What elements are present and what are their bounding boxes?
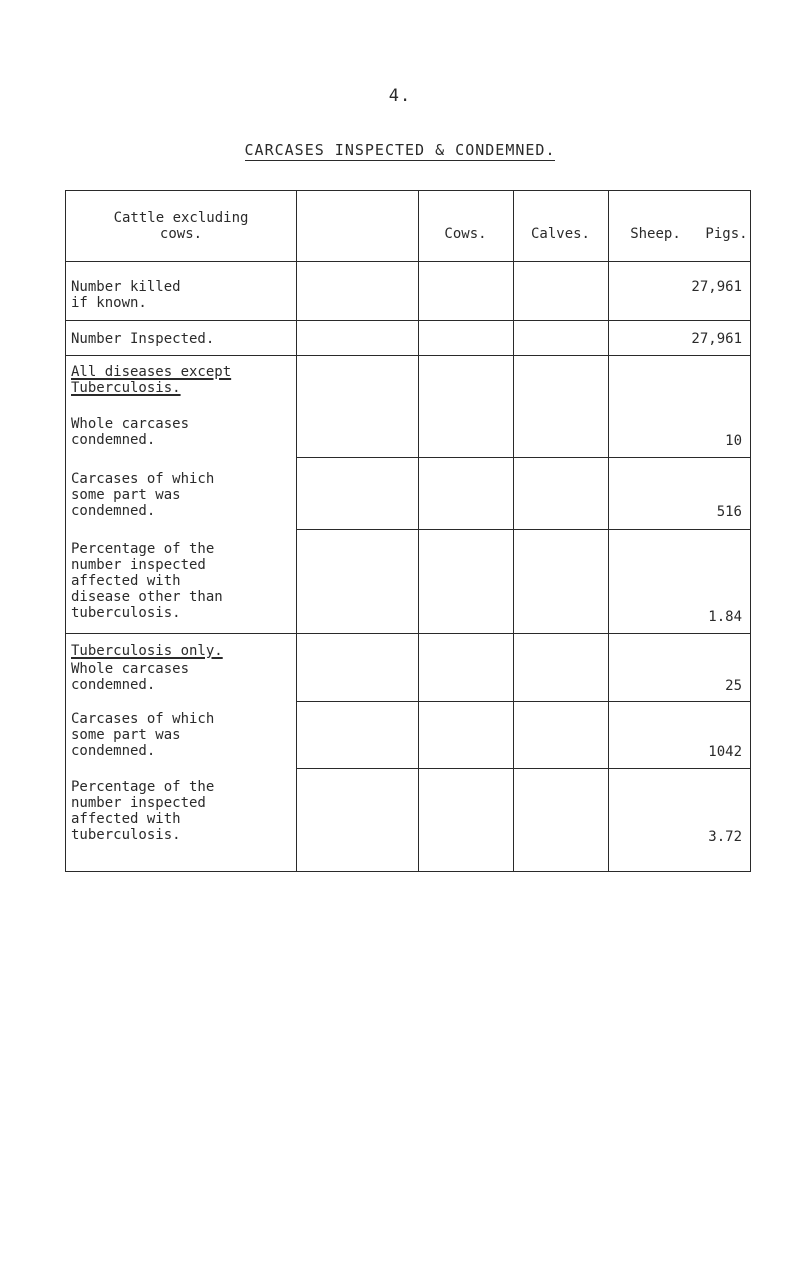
rule-col-sheep — [608, 191, 609, 871]
rule-all-part-bottom — [296, 529, 750, 530]
header-calves: Calves. — [530, 226, 590, 242]
rule-all-section-bottom — [66, 633, 750, 634]
document-title — [0, 141, 800, 159]
rule-tb-part-bottom — [296, 768, 750, 769]
carcases-table — [65, 190, 751, 872]
label-all-percentage: Percentage of the number inspected affected with disease other than tuberculosis. — [71, 541, 223, 621]
header-sheep: Sheep. — [630, 226, 681, 242]
value-all-pct-pigs: 1.84 — [708, 609, 742, 625]
rule-inspected-bottom — [66, 355, 750, 356]
value-inspected-pigs: 27,961 — [691, 331, 742, 347]
label-tb-whole: Whole carcases condemned. — [71, 661, 190, 693]
rule-header-bottom — [66, 261, 750, 262]
header-cows: Cows. — [444, 226, 487, 242]
label-tb-percentage: Percentage of the number inspected affected with tuberculosis. — [71, 779, 215, 843]
header-cattle: Cattle excluding cows. — [113, 210, 249, 242]
label-tb-part: Carcases of which some part was condemned. — [71, 711, 215, 759]
value-tb-whole-pigs: 25 — [725, 678, 742, 694]
rule-tb-whole-bottom — [296, 701, 750, 702]
label-number-inspected: Number Inspected. — [71, 331, 215, 347]
value-tb-pct-pigs: 3.72 — [708, 829, 742, 845]
label-all-part: Carcases of which some part was condemned. — [71, 471, 215, 519]
rule-col-calves — [513, 191, 514, 871]
heading-tuberculosis: Tuberculosis only. — [71, 643, 223, 659]
value-tb-part-pigs: 1042 — [708, 744, 742, 760]
heading-all-diseases: All diseases except Tuberculosis. — [71, 364, 232, 396]
rule-col-cows — [418, 191, 419, 871]
label-all-whole: Whole carcases condemned. — [71, 416, 190, 448]
page-number: 4. — [388, 86, 412, 106]
value-all-whole-pigs: 10 — [725, 433, 742, 449]
rule-col-cattle — [296, 191, 297, 871]
header-pigs: Pigs. — [705, 226, 748, 242]
document-title-text: CARCASES INSPECTED & CONDEMNED. — [244, 141, 556, 159]
rule-all-whole-bottom — [296, 457, 750, 458]
value-all-part-pigs: 516 — [716, 504, 742, 520]
rule-killed-bottom — [66, 320, 750, 321]
label-number-killed: Number killed if known. — [71, 279, 181, 311]
value-killed-pigs: 27,961 — [691, 279, 742, 295]
